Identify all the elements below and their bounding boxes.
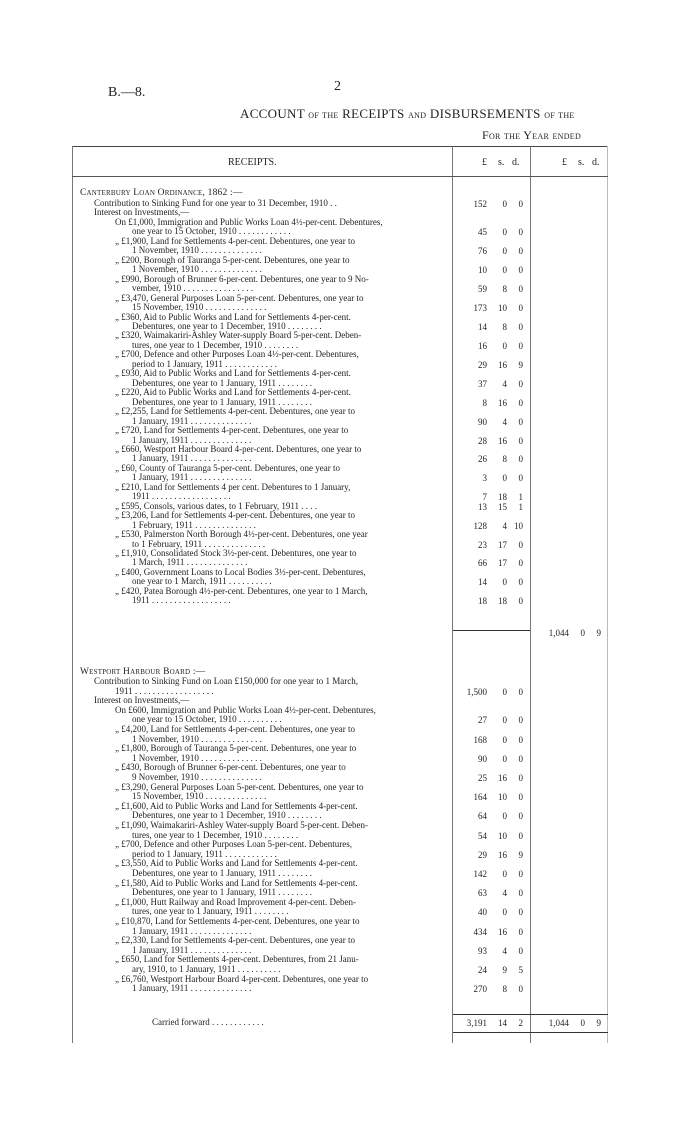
amount-pounds: 18 <box>478 596 487 607</box>
amount-pence: 0 <box>518 907 523 918</box>
amount-pounds: 1,044 <box>548 628 569 638</box>
amount-pence: 0 <box>518 753 523 764</box>
amount-pence: 9 <box>518 849 523 860</box>
ledger-line: „ £1,910, Consolidated Stock 3½-per-cent. Debentures, one year to <box>115 548 357 559</box>
amount-pence: 0 <box>518 596 523 607</box>
amount-pence: 0 <box>518 888 523 899</box>
ledger-line: „ £430, Borough of Brunner 6-per-cent. Debentures, one year to <box>115 762 346 773</box>
ledger-line: 1911 . . . . . . . . . . . . . . . . . . <box>132 595 231 606</box>
page-subtitle: For the Year ended <box>482 128 582 142</box>
ledger-line: „ £3,206, Land for Settlements 4-per-cent. Debentures, one year to <box>115 510 355 521</box>
ledger-line: „ £360, Aid to Public Works and Land for Settlements 4-per-cent. <box>115 311 351 322</box>
amount-shillings: 0 <box>502 199 507 209</box>
amount-pence: 10 <box>514 520 523 531</box>
amount-shillings: 0 <box>502 686 507 697</box>
amount-pence: 0 <box>518 715 523 726</box>
ledger-line: 1 January, 1911 . . . . . . . . . . . . . . <box>132 415 252 426</box>
ledger-line: to 1 February, 1911 . . . . . . . . . . . . . . <box>132 538 266 549</box>
amount-shillings: 16 <box>498 397 507 408</box>
ledger-line: Debentures, one year to 1 December, 1910 . . . . . . . . <box>132 810 322 821</box>
ledger-line: tures, one year to 1 December, 1910 . . . . . . . . <box>132 339 299 350</box>
amount-shillings: 0 <box>502 227 507 238</box>
amount-pounds: 24 <box>478 965 487 975</box>
ledger-line: 1 January, 1911 . . . . . . . . . . . . . . <box>132 983 252 994</box>
amount-pounds: 164 <box>473 792 487 803</box>
amount-shillings: 16 <box>498 359 507 370</box>
ledger-line: 1 March, 1911 . . . . . . . . . . . . . . <box>132 557 248 568</box>
amount-pence: 0 <box>518 926 523 937</box>
ledger-line: 1911 . . . . . . . . . . . . . . . . . . <box>115 685 214 696</box>
ledger-line: „ £2,330, Land for Settlements 4-per-cent. Debentures, one year to <box>115 935 355 946</box>
report-reference: B.—8. <box>108 85 146 100</box>
amount-pence: 9 <box>518 359 523 370</box>
amount-shillings: 0 <box>502 907 507 918</box>
amount-shillings: 18 <box>498 596 507 607</box>
amount-shillings: 16 <box>498 773 507 783</box>
amount-shillings: 10 <box>498 792 507 803</box>
amount-pounds: 13 <box>478 501 487 512</box>
ledger-line: „ £6,760, Westport Harbour Board 4-per-cent. Debentures, one year to <box>115 973 369 984</box>
ledger-line: 1 January, 1911 . . . . . . . . . . . . . . <box>132 925 252 936</box>
title-word: and <box>408 109 427 121</box>
title-word: of the <box>544 109 575 121</box>
ledger-line: „ £1,800, Borough of Tauranga 5-per-cent. Debentures, one year to <box>115 743 357 754</box>
ledger-line: „ £530, Palmerston North Borough 4½-per-cent. Debentures, one year <box>115 529 368 540</box>
amount-shillings: 0 <box>502 811 507 822</box>
amount-pounds: 8 <box>482 397 487 408</box>
amount-shillings: 0 <box>580 1018 585 1028</box>
ledger-line: 1 November, 1910 . . . . . . . . . . . . . . <box>132 733 262 744</box>
amount-pence: 0 <box>518 734 523 745</box>
page-number: 2 <box>334 79 341 94</box>
amount-shillings: 0 <box>580 628 585 638</box>
ledger-line: tures, one year to 1 December, 1910 . . . . . . . . <box>132 829 299 840</box>
ledger-line: Interest on Investments,— <box>94 695 190 706</box>
ledger-line: „ £595, Consols, various dates, to 1 February, 1911 . . . . <box>115 500 318 511</box>
ledger-line: Debentures, one year to 1 January, 1911 . . . . . . . . <box>132 868 313 878</box>
amount-pounds: 90 <box>478 416 487 427</box>
carried-forward-rule-bottom <box>453 1032 608 1033</box>
amount-pence: 0 <box>518 984 523 995</box>
amount-shillings: 8 <box>502 284 507 295</box>
amount-pence: 0 <box>518 265 523 276</box>
amount-pounds: 128 <box>473 520 487 531</box>
ledger-line: period to 1 January, 1911 . . . . . . . . . . . . <box>132 848 277 859</box>
ledger-line: „ £3,470, General Purposes Loan 5-per-cent. Debentures, one year to <box>115 292 364 303</box>
ledger-line: vember, 1910 . . . . . . . . . . . . . . . . <box>132 283 254 294</box>
amount-pence: 1 <box>518 501 523 512</box>
column-header-pence: d. <box>512 157 520 168</box>
amount-pence: 0 <box>518 284 523 295</box>
ledger-line: 1 November, 1910 . . . . . . . . . . . . . . <box>132 752 262 763</box>
amount-pounds: 14 <box>478 577 487 588</box>
amount-pounds: 7 <box>482 492 487 503</box>
title-word: of the <box>308 109 339 121</box>
ledger-line: 1 February, 1911 . . . . . . . . . . . . . . <box>132 519 256 530</box>
amount-pence: 0 <box>518 792 523 803</box>
amount-shillings: 8 <box>502 984 507 995</box>
amount-shillings: 0 <box>502 715 507 726</box>
amount-shillings: 4 <box>502 378 507 389</box>
ledger-line: „ £10,870, Land for Settlements 4-per-cent. Debentures, one year to <box>115 916 360 926</box>
ledger-line: ary, 1910, to 1 January, 1911 . . . . . . . . . . <box>132 964 281 974</box>
amount-shillings: 0 <box>502 734 507 745</box>
ledger-line: one year to 1 March, 1911 . . . . . . . . . . <box>132 576 272 587</box>
ledger-line: „ £60, County of Tauranga 5-per-cent. Debentures, one year to <box>115 462 340 473</box>
ledger-line: „ £3,550, Aid to Public Works and Land for Settlements 4-per-cent. <box>115 858 358 869</box>
ledger-line: Interest on Investments,— <box>94 207 190 218</box>
amount-shillings: 4 <box>502 945 507 956</box>
amount-pence: 0 <box>518 227 523 238</box>
amount-shillings: 4 <box>502 520 507 531</box>
amount-pence: 0 <box>518 811 523 822</box>
column-header-pence-total: d. <box>592 157 600 168</box>
ledger-line: „ £720, Land for Settlements 4-per-cent. Debentures, one year to <box>115 425 349 436</box>
ledger-line: „ £700, Defence and other Purposes Loan 4½-per-cent. Debentures, <box>115 349 359 360</box>
ledger-line: „ £210, Land for Settlements 4 per cent. Debentures to 1 January, <box>115 481 351 492</box>
amount-shillings: 16 <box>498 435 507 446</box>
amount-shillings: 17 <box>498 539 507 550</box>
amount-pounds: 16 <box>478 340 487 351</box>
amount-shillings: 4 <box>502 888 507 899</box>
amount-pence: 2 <box>518 1018 523 1028</box>
ledger-line: „ £3,290, General Purposes Loan 5-per-cent. Debentures, one year to <box>115 781 364 792</box>
amount-shillings: 15 <box>498 501 507 512</box>
amount-shillings: 0 <box>502 340 507 351</box>
amount-pence: 0 <box>518 773 523 783</box>
amount-pounds: 3 <box>482 473 487 484</box>
amount-pounds: 54 <box>478 830 487 841</box>
amount-pence: 5 <box>518 965 523 975</box>
column-header-receipts: RECEIPTS. <box>228 157 277 168</box>
amount-shillings: 0 <box>502 753 507 764</box>
title-word: RECEIPTS <box>342 106 405 121</box>
amount-pounds: 37 <box>478 378 487 389</box>
amount-pence: 0 <box>518 473 523 484</box>
ledger-line: 1 January, 1911 . . . . . . . . . . . . . . <box>132 453 252 464</box>
carried-forward-rule-top <box>453 1014 608 1015</box>
ledger-line: „ £1,600, Aid to Public Works and Land for Settlements 4-per-cent. <box>115 800 358 811</box>
section-heading-canterbury: Canterbury Loan Ordinance, 1862 :— <box>80 188 243 198</box>
table-border-right <box>607 146 608 1043</box>
amount-pounds: 3,191 <box>466 1018 487 1028</box>
amount-pence: 0 <box>518 246 523 257</box>
amount-pence: 0 <box>518 397 523 408</box>
amount-pounds: 76 <box>478 246 487 257</box>
amount-shillings: 8 <box>502 321 507 332</box>
amount-pounds: 434 <box>473 926 487 937</box>
ledger-line: 1 November, 1910 . . . . . . . . . . . . . . <box>132 264 262 275</box>
amount-shillings: 8 <box>502 454 507 465</box>
ledger-line: 15 November, 1910 . . . . . . . . . . . . . . <box>132 302 267 313</box>
amount-shillings: 14 <box>498 1018 507 1028</box>
ledger-line: „ £660, Westport Harbour Board 4-per-cent. Debentures, one year to <box>115 443 362 454</box>
page-title <box>240 106 575 122</box>
amount-shillings: 0 <box>502 577 507 588</box>
amount-pounds: 173 <box>473 303 487 314</box>
ledger-line: Contribution to Sinking Fund for one year to 31 December, 1910 . . <box>94 198 337 208</box>
title-word: DISBURSEMENTS <box>429 106 541 121</box>
ledger-line: period to 1 January, 1911 . . . . . . . . . . . . <box>132 358 277 369</box>
amount-shillings: 18 <box>498 492 507 503</box>
ledger-line: „ £700, Defence and other Purposes Loan 5-per-cent. Debentures, <box>115 839 352 850</box>
ledger-line: one year to 15 October, 1910 . . . . . . . . . . . . <box>132 226 291 237</box>
column-header-pounds-total: £ <box>562 157 567 168</box>
amount-shillings: 16 <box>498 926 507 937</box>
ledger-line: one year to 15 October, 1910 . . . . . . . . . . <box>132 714 282 725</box>
amount-shillings: 0 <box>502 265 507 276</box>
ledger-line: Contribution to Sinking Fund on Loan £150,000 for one year to 1 March, <box>94 676 358 686</box>
ledger-line: 1911 . . . . . . . . . . . . . . . . . . <box>132 491 231 502</box>
section-heading-westport: Westport Harbour Board :— <box>80 667 206 677</box>
ledger-line: „ £1,090, Waimakariri-Ashley Water-supply Board 5-per-cent. Deben- <box>115 820 369 830</box>
amount-pounds: 26 <box>478 454 487 465</box>
amount-pounds: 25 <box>478 773 487 783</box>
amount-pounds: 23 <box>478 539 487 550</box>
ledger-line: „ £930, Aid to Public Works and Land for Settlements 4-per-cent. <box>115 368 351 379</box>
ledger-line: „ £220, Aid to Public Works and Land for Settlements 4-per-cent. <box>115 387 351 398</box>
ledger-line: „ £320, Waimakariri-Ashley Water-supply Board 5-per-cent. Deben- <box>115 330 362 341</box>
ledger-line: „ £990, Borough of Brunner 6-per-cent. Debentures, one year to 9 No- <box>115 273 369 284</box>
carried-forward-label: Carried forward . . . . . . . . . . . . <box>152 1017 264 1027</box>
amount-pounds: 29 <box>478 849 487 860</box>
amount-pence: 0 <box>518 539 523 550</box>
amount-shillings: 17 <box>498 558 507 569</box>
ledger-line: „ £200, Borough of Tauranga 5-per-cent. Debentures, one year to <box>115 254 350 265</box>
ledger-line: „ £1,900, Land for Settlements 4-per-cent. Debentures, one year to <box>115 235 355 246</box>
ledger-line: „ £420, Patea Borough 4½-per-cent. Debentures, one year to 1 March, <box>115 585 368 596</box>
ledger-line: Debentures, one year to 1 January, 1911 . . . . . . . . <box>132 887 313 898</box>
amount-pounds: 90 <box>478 753 487 764</box>
subtotal-rule <box>453 630 530 631</box>
ledger-line: 1 January, 1911 . . . . . . . . . . . . . . <box>132 472 252 483</box>
amount-pounds: 29 <box>478 359 487 370</box>
ledger-line: tures, one year to 1 January, 1911 . . . . . . . . <box>132 906 289 917</box>
ledger-line: „ £400, Government Loans to Local Bodies 3½-per-cent. Debentures, <box>115 566 366 577</box>
amount-pence: 0 <box>518 416 523 427</box>
amount-pence: 0 <box>518 454 523 465</box>
amount-pence: 0 <box>518 558 523 569</box>
amount-pence: 0 <box>518 869 523 879</box>
column-header-shillings-total: s. <box>578 157 585 168</box>
column-divider-amounts <box>452 146 453 1043</box>
amount-shillings: 0 <box>502 473 507 484</box>
amount-pounds: 10 <box>478 265 487 276</box>
amount-pounds: 63 <box>478 888 487 899</box>
amount-shillings: 0 <box>502 246 507 257</box>
column-divider-totals <box>530 146 531 1043</box>
ledger-line: Debentures, one year to 1 January, 1911 . . . . . . . . <box>132 396 313 407</box>
table-border-left <box>72 146 73 1043</box>
title-word: ACCOUNT <box>240 106 305 121</box>
amount-pence: 0 <box>518 321 523 332</box>
ledger-line: „ £4,200, Land for Settlements 4-per-cent. Debentures, one year to <box>115 724 355 734</box>
amount-shillings: 0 <box>502 869 507 879</box>
amount-pence: 0 <box>518 199 523 209</box>
amount-pounds: 27 <box>478 715 487 726</box>
amount-shillings: 16 <box>498 849 507 860</box>
amount-pence: 0 <box>518 378 523 389</box>
amount-pounds: 66 <box>478 558 487 569</box>
amount-pence: 0 <box>518 686 523 697</box>
ledger-line: Debentures, one year to 1 January, 1911 . . . . . . . . <box>132 377 313 388</box>
amount-pence: 0 <box>518 830 523 841</box>
ledger-line: Debentures, one year to 1 December, 1910 . . . . . . . . <box>132 320 322 331</box>
amount-pence: 0 <box>518 340 523 351</box>
amount-pounds: 270 <box>473 984 487 995</box>
column-header-shillings: s. <box>498 157 505 168</box>
amount-pence: 0 <box>518 435 523 446</box>
amount-pence: 0 <box>518 303 523 314</box>
amount-shillings: 4 <box>502 416 507 427</box>
ledger-line: 1 January, 1911 . . . . . . . . . . . . . . <box>132 434 252 445</box>
amount-pounds: 93 <box>478 945 487 956</box>
amount-pence: 0 <box>518 577 523 588</box>
amount-pence: 9 <box>596 1018 601 1028</box>
ledger-line: 15 November, 1910 . . . . . . . . . . . . . . <box>132 791 267 802</box>
amount-pounds: 14 <box>478 321 487 332</box>
amount-shillings: 9 <box>502 965 507 975</box>
amount-pounds: 40 <box>478 907 487 918</box>
ledger-line: 1 January, 1911 . . . . . . . . . . . . . . <box>132 944 252 955</box>
amount-pounds: 1,044 <box>548 1018 569 1028</box>
amount-pounds: 45 <box>478 227 487 238</box>
ledger-line: 9 November, 1910 . . . . . . . . . . . . . . <box>132 772 262 782</box>
ledger-line: „ £1,580, Aid to Public Works and Land for Settlements 4-per-cent. <box>115 877 358 888</box>
ledger-line: „ £2,255, Land for Settlements 4-per-cent. Debentures, one year to <box>115 406 355 417</box>
amount-pounds: 64 <box>478 811 487 822</box>
ledger-line: On £1,000, Immigration and Public Works Loan 4½-per-cent. Debentures, <box>115 216 383 227</box>
ledger-line: „ £650, Land for Settlements 4-per-cent. Debentures, from 21 Janu- <box>115 954 359 965</box>
amount-pence: 0 <box>518 945 523 956</box>
amount-pounds: 28 <box>478 435 487 446</box>
amount-shillings: 10 <box>498 830 507 841</box>
amount-pounds: 152 <box>473 199 487 209</box>
amount-pounds: 168 <box>473 734 487 745</box>
amount-pounds: 142 <box>473 869 487 879</box>
ledger-line: 1 November, 1910 . . . . . . . . . . . . . . <box>132 245 262 256</box>
ledger-line: „ £1,000, Hutt Railway and Road Improvement 4-per-cent. Deben- <box>115 896 356 907</box>
amount-pence: 9 <box>596 628 601 638</box>
header-rule <box>72 176 608 177</box>
column-header-pounds: £ <box>482 157 487 168</box>
amount-shillings: 10 <box>498 303 507 314</box>
amount-pounds: 1,500 <box>466 686 487 697</box>
ledger-line: On £600, Immigration and Public Works Loan 4½-per-cent. Debentures, <box>115 704 376 715</box>
amount-pounds: 59 <box>478 284 487 295</box>
amount-pence: 1 <box>518 492 523 503</box>
